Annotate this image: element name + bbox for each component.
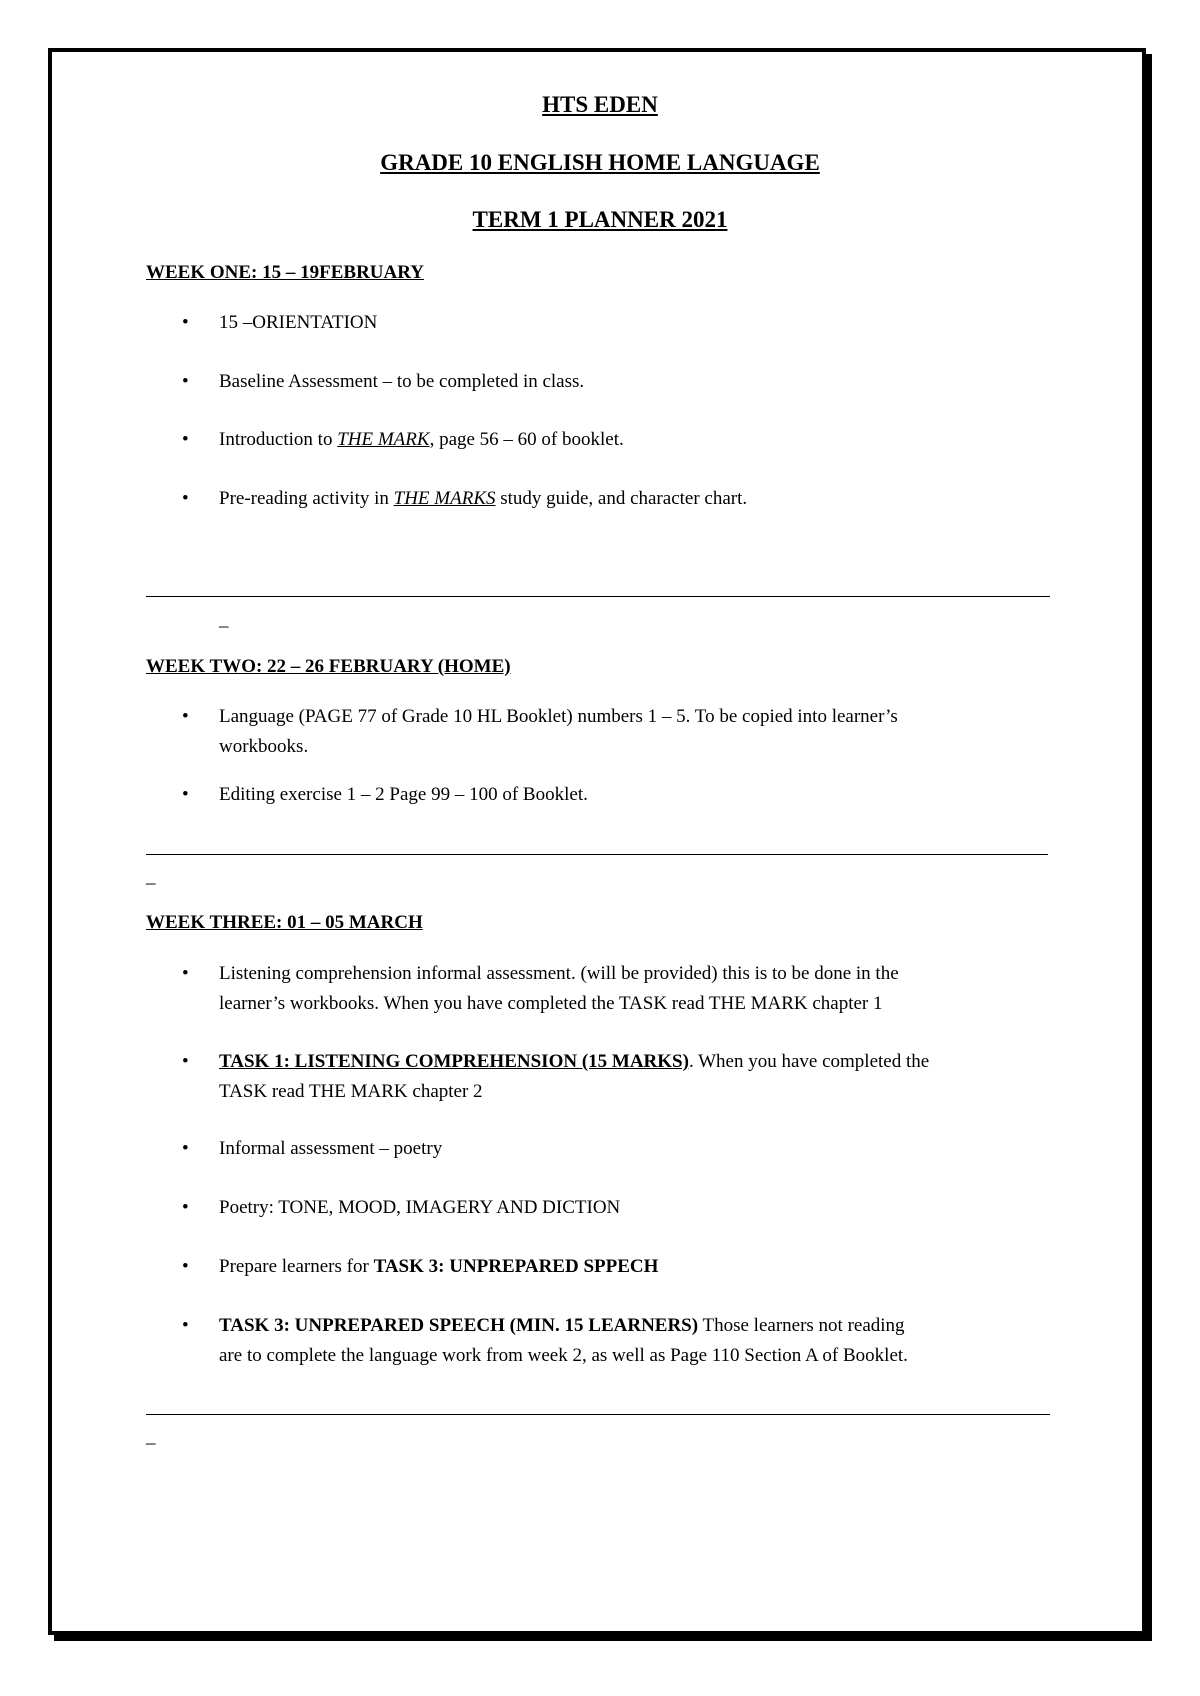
- task-title: TASK 3: UNPREPARED SPPECH: [373, 1256, 659, 1277]
- week-two-heading: WEEK TWO: 22 – 26 FEBRUARY (HOME): [146, 656, 511, 677]
- week-three-item-prepare: [219, 1252, 658, 1282]
- item-line: are to complete the language work from week 2, as well as Page 110 Section A of Booklet.: [219, 1345, 908, 1366]
- item-text-post: . When you have completed the: [688, 1051, 930, 1072]
- bullet-icon: •: [182, 1197, 189, 1218]
- item-text-post: , page 56 – 60 of booklet.: [429, 429, 624, 450]
- bullet-icon: •: [182, 312, 189, 333]
- week-three-item-informal: Informal assessment – poetry: [219, 1138, 443, 1159]
- item-text-pre: Introduction to: [219, 429, 338, 450]
- item-line: [219, 1311, 908, 1341]
- planner-title: TERM 1 PLANNER 2021: [472, 207, 728, 232]
- bullet-icon: •: [182, 1138, 189, 1159]
- divider-line: [146, 1414, 1050, 1415]
- bullet-icon: •: [182, 1315, 189, 1336]
- item-text-pre: Pre-reading activity in: [219, 488, 394, 509]
- item-line: workbooks.: [219, 736, 309, 757]
- week-three-item-listening: [219, 959, 899, 1019]
- bullet-icon: •: [182, 706, 189, 727]
- bullet-icon: •: [182, 429, 189, 450]
- item-line: [219, 1047, 929, 1077]
- school-title: HTS EDEN: [542, 92, 658, 117]
- item-line: Listening comprehension informal assessment. (will be provided) this is to be done in the: [219, 963, 899, 984]
- page-border: [48, 48, 1146, 1635]
- bullet-icon: •: [182, 371, 189, 392]
- bullet-icon: •: [182, 1051, 189, 1072]
- item-text-post: Those learners not reading: [698, 1315, 905, 1336]
- week-one-item-baseline: Baseline Assessment – to be completed in class.: [219, 371, 585, 392]
- divider-line: [146, 854, 1048, 855]
- week-two-item-language: [219, 702, 898, 762]
- week-one-item-orientation: 15 –ORIENTATION: [219, 312, 378, 333]
- book-title: THE MARKS: [393, 488, 496, 509]
- bullet-icon: •: [182, 784, 189, 805]
- subject-title: GRADE 10 ENGLISH HOME LANGUAGE: [380, 150, 820, 175]
- week-three-heading: WEEK THREE: 01 – 05 MARCH: [146, 912, 423, 933]
- bullet-icon: •: [182, 488, 189, 509]
- book-title: THE MARK: [337, 429, 430, 450]
- week-three-item-task1: [219, 1047, 929, 1107]
- item-text-post: study guide, and character chart.: [495, 488, 748, 509]
- week-two-item-editing: Editing exercise 1 – 2 Page 99 – 100 of Booklet.: [219, 784, 588, 805]
- bullet-icon: •: [182, 1256, 189, 1277]
- task-title: TASK 1: LISTENING COMPREHENSION (15 MARKS): [219, 1051, 689, 1072]
- bullet-icon: •: [182, 963, 189, 984]
- task-title: TASK 3: UNPREPARED SPEECH (MIN. 15 LEARNERS): [219, 1315, 699, 1336]
- week-one-item-pre-reading: [219, 484, 747, 514]
- divider-dash: _: [146, 1426, 156, 1447]
- week-three-item-task3: [219, 1311, 908, 1371]
- divider-dash: _: [146, 866, 156, 887]
- item-line: TASK read THE MARK chapter 2: [219, 1081, 483, 1102]
- week-one-heading: WEEK ONE: 15 – 19FEBRUARY: [146, 262, 425, 283]
- item-text-pre: Prepare learners for: [219, 1256, 374, 1277]
- week-three-item-poetry: Poetry: TONE, MOOD, IMAGERY AND DICTION: [219, 1197, 621, 1218]
- divider-line: [146, 596, 1050, 597]
- item-line: learner’s workbooks. When you have completed the TASK read THE MARK chapter 1: [219, 993, 883, 1014]
- week-one-item-introduction: [219, 425, 624, 455]
- divider-dash: _: [219, 609, 229, 630]
- item-line: Language (PAGE 77 of Grade 10 HL Booklet) numbers 1 – 5. To be copied into learner’s: [219, 706, 898, 727]
